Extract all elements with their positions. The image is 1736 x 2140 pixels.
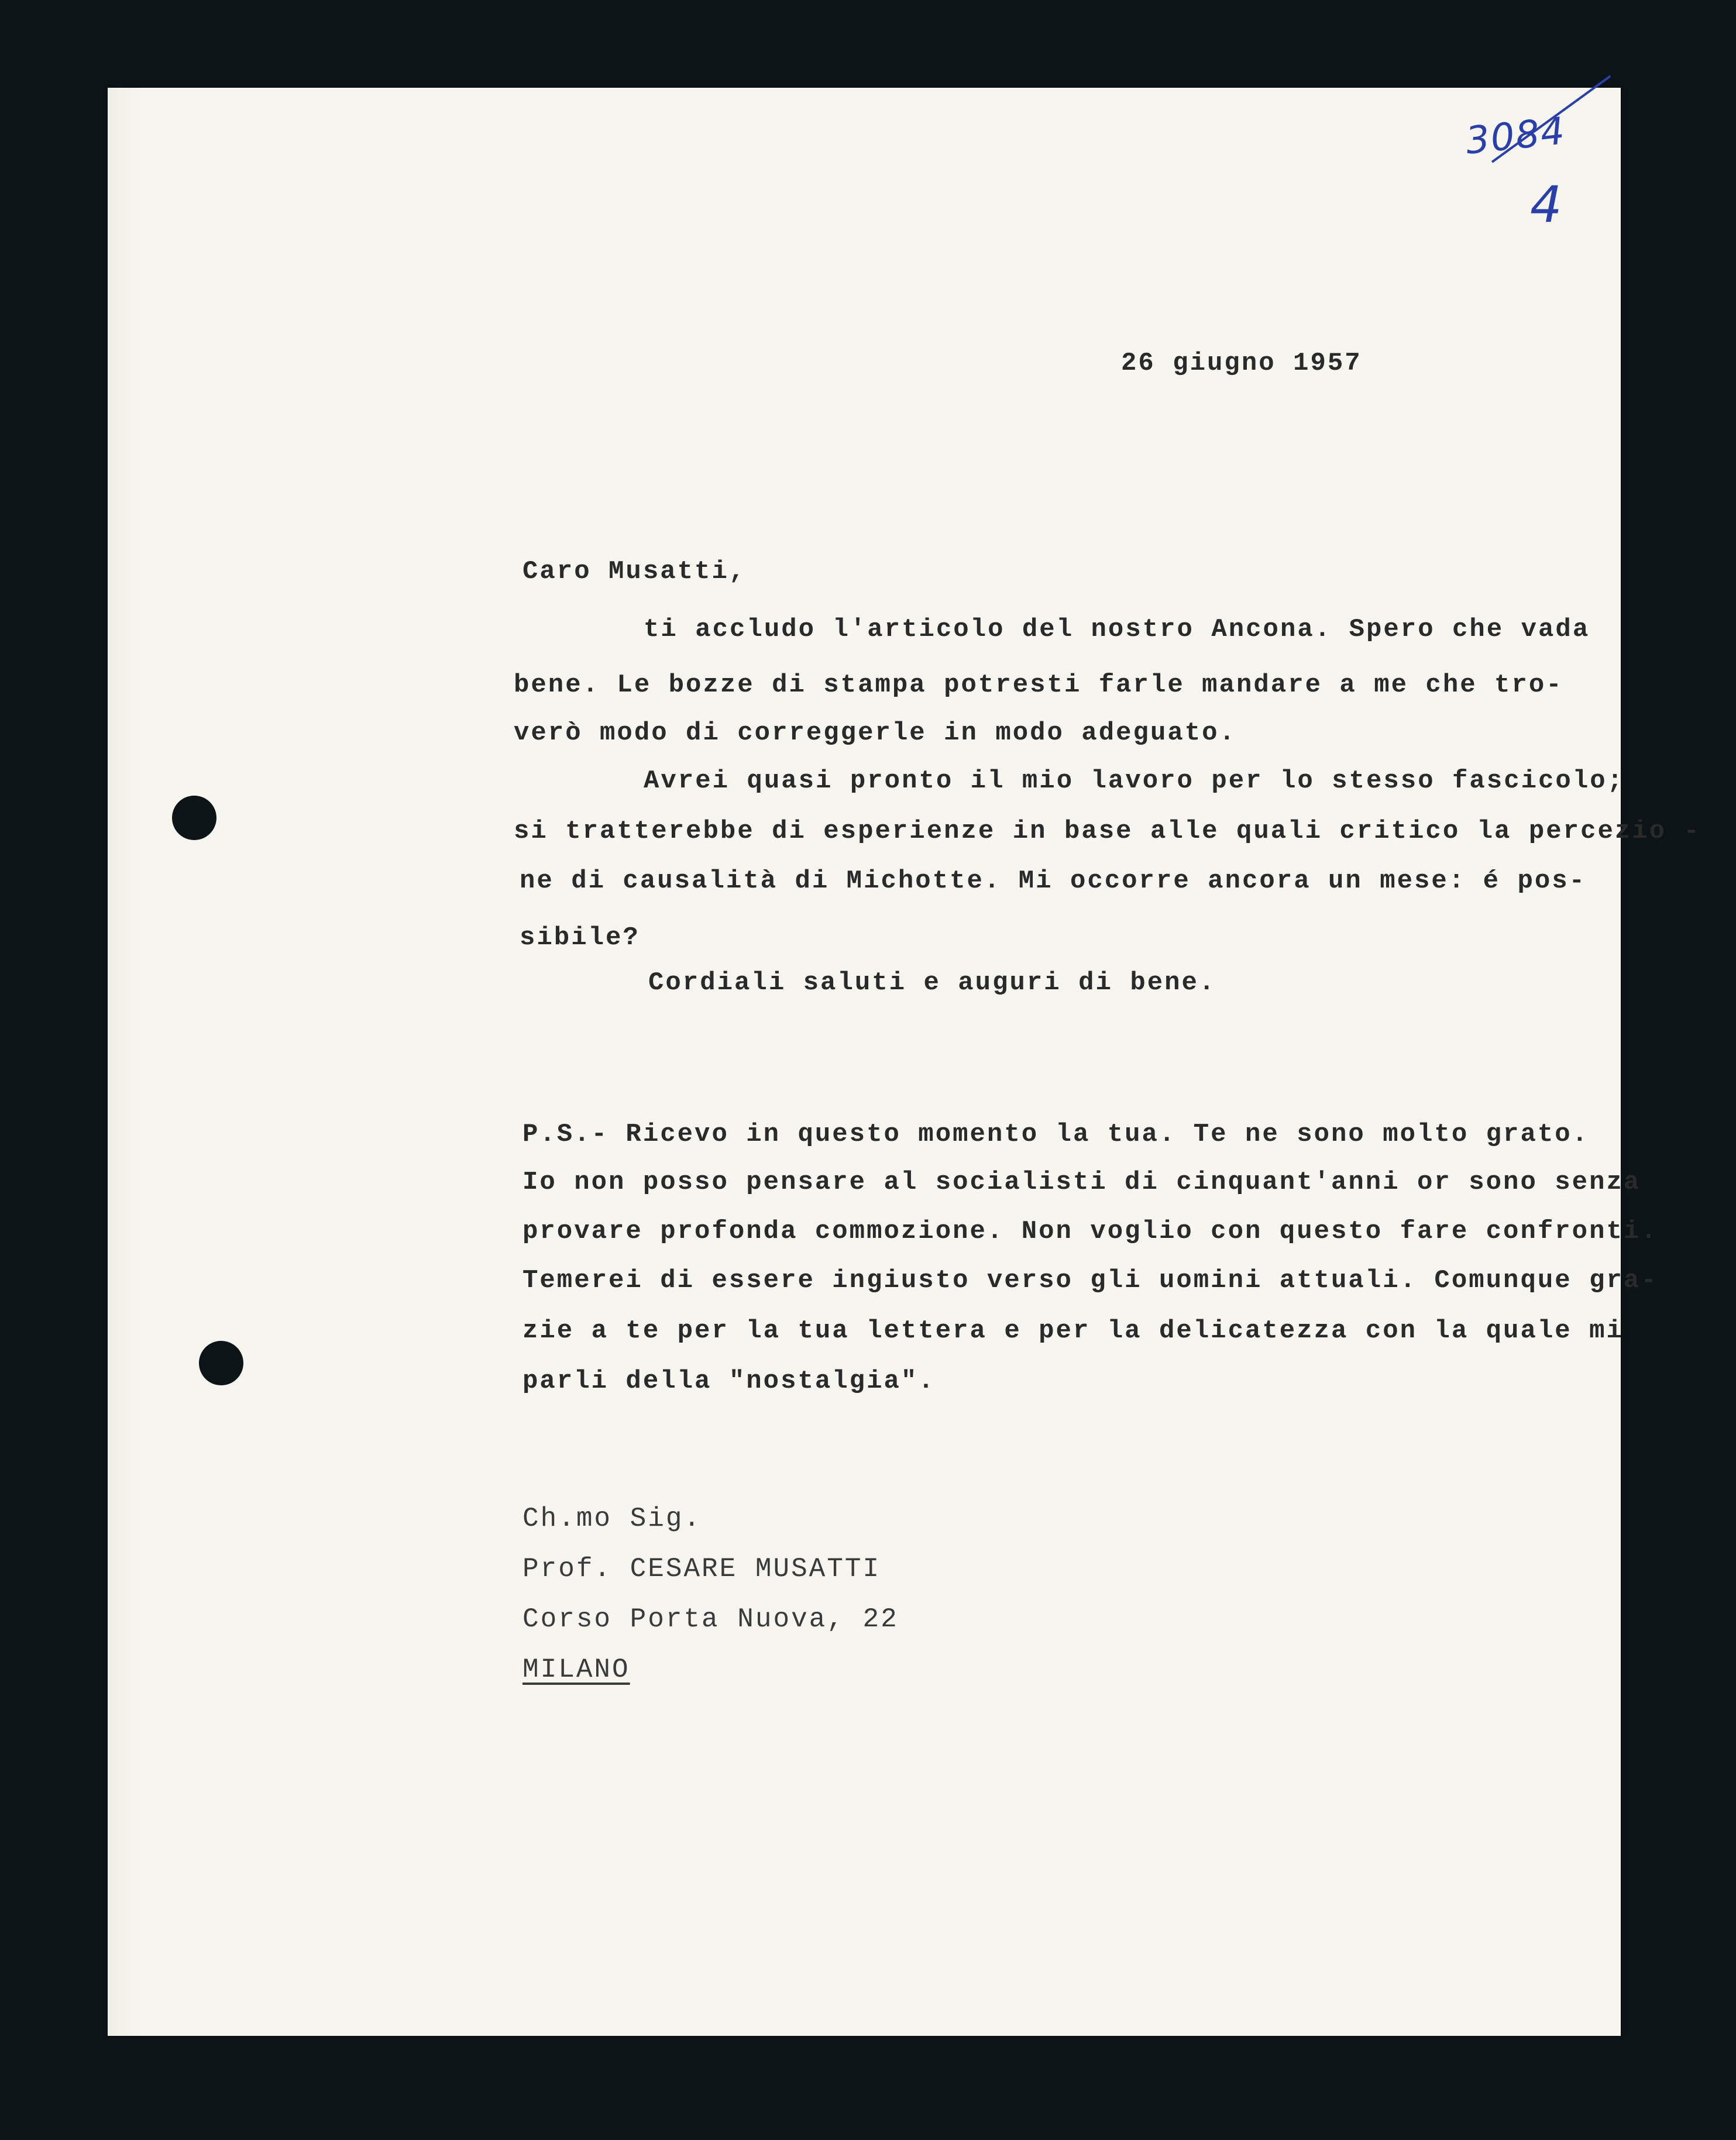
body-line: bene. Le bozze di stampa potresti farle mandare a me che tro- — [514, 670, 1563, 700]
postscript-line: parli della "nostalgia". — [522, 1367, 936, 1396]
address-city: MILANO — [522, 1654, 630, 1685]
body-line: verò modo di correggerle in modo adeguato. — [514, 718, 1236, 748]
letter-date: 26 giugno 1957 — [1121, 349, 1362, 378]
punch-hole-top — [172, 796, 216, 840]
punch-hole-bottom — [199, 1341, 243, 1385]
body-line: ti accludo l'articolo del nostro Ancona. Spero che vada — [644, 615, 1590, 644]
address-honorific: Ch.mo Sig. — [522, 1503, 702, 1534]
body-line: ne di causalità di Michotte. Mi occorre ancora un mese: é pos- — [520, 866, 1587, 896]
address-street: Corso Porta Nuova, 22 — [522, 1604, 899, 1635]
address-recipient: Prof. CESARE MUSATTI — [522, 1554, 881, 1584]
body-line: si tratterebbe di esperienze in base alle quali critico la percezio - — [514, 817, 1701, 846]
letter-sheet — [108, 88, 1621, 2036]
postscript-line: provare profonda commozione. Non voglio con questo fare confronti. — [522, 1217, 1658, 1246]
postscript-line: P.S.- Ricevo in questo momento la tua. Te ne sono molto grato. — [522, 1120, 1590, 1149]
closing: Cordiali saluti e auguri di bene. — [648, 968, 1216, 997]
postscript-line: zie a te per la tua lettera e per la delicatezza con la quale mi — [522, 1316, 1624, 1346]
archive-folio: 4 — [1530, 176, 1562, 234]
body-line: sibile? — [520, 923, 640, 952]
postscript-line: Io non posso pensare al socialisti di cinquant'anni or sono senza — [522, 1168, 1641, 1197]
body-line: Avrei quasi pronto il mio lavoro per lo stesso fascicolo; — [644, 766, 1625, 796]
salutation: Caro Musatti, — [522, 557, 747, 586]
archive-number: 3084 — [1463, 109, 1568, 163]
paper-edge — [108, 88, 143, 2036]
postscript-line: Temerei di essere ingiusto verso gli uomini attuali. Comunque gra- — [522, 1266, 1658, 1295]
